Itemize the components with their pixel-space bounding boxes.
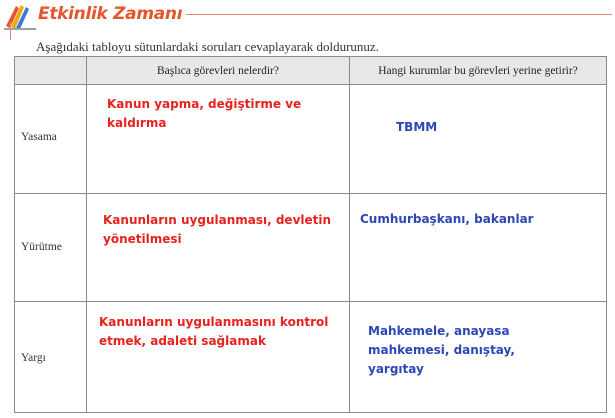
duties-cell xyxy=(87,85,350,194)
activity-header xyxy=(0,0,615,34)
duties-answer: Kanunların uygulanması, devletin yönetilmesi xyxy=(103,213,332,246)
book-icon xyxy=(2,0,38,30)
institutions-cell xyxy=(350,85,607,194)
row-label: Yürütme xyxy=(21,241,62,253)
duties-answer: Kanunların uygulanmasını kontrol etmek, adaleti sağlamak xyxy=(99,315,329,348)
duties-cell xyxy=(87,194,350,302)
page-title: Etkinlik Zamanı xyxy=(38,4,183,24)
institutions-answer: TBMM xyxy=(396,120,438,134)
column-header-institutions: Hangi kurumlar bu görevleri yerine getirir? xyxy=(350,57,607,85)
institutions-answer: Cumhurbaşkanı, bakanlar xyxy=(360,212,534,226)
row-label: Yargı xyxy=(21,352,46,364)
duties-cell xyxy=(87,302,350,413)
column-header-duties: Başlıca görevleri nelerdir? xyxy=(87,57,350,85)
table-corner-cell xyxy=(15,57,87,85)
table-row xyxy=(15,85,607,194)
institutions-cell xyxy=(350,302,607,413)
institutions-answer: Mahkemele, anayasa mahkemesi, danıştay, yargıtay xyxy=(368,324,515,376)
duties-answer: Kanun yapma, değiştirme ve kaldırma xyxy=(107,97,302,130)
row-label-cell xyxy=(15,194,87,302)
side-divider xyxy=(10,22,11,40)
row-label: Yasama xyxy=(21,131,57,143)
row-label-cell xyxy=(15,302,87,413)
instruction-text: Aşağıdaki tabloyu sütunlardaki soruları cevaplayarak doldurunuz. xyxy=(36,39,379,54)
institutions-cell xyxy=(350,194,607,302)
activity-table xyxy=(14,56,607,413)
title-divider xyxy=(186,14,612,15)
table-row xyxy=(15,194,607,302)
row-label-cell xyxy=(15,85,87,194)
table-row xyxy=(15,302,607,413)
